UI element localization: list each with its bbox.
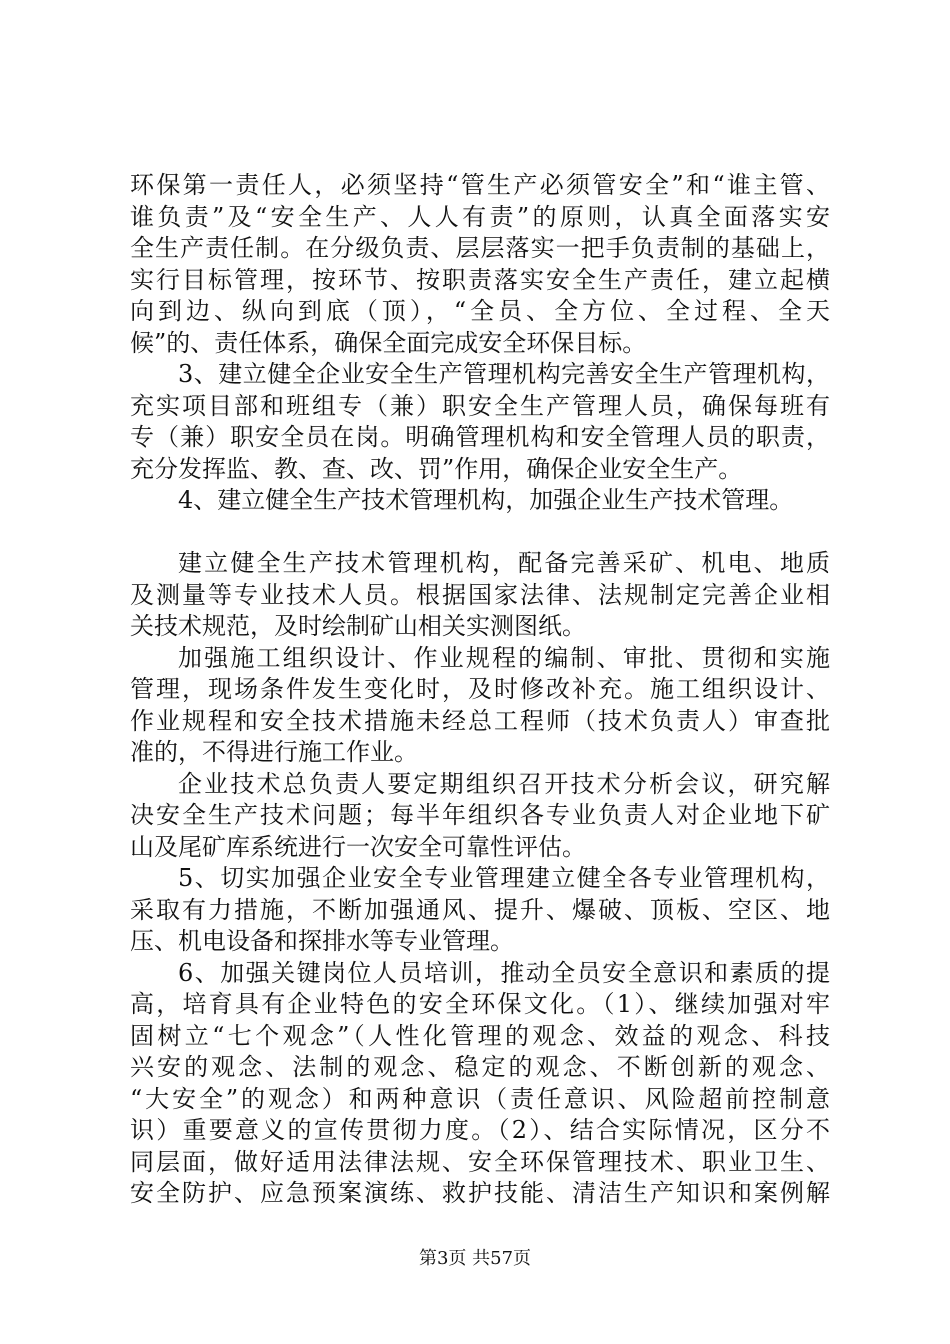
text-line: 企业技术总负责人要定期组织召开技术分析会议，研究解 <box>178 769 830 798</box>
text-line: 3、建立健全企业安全生产管理机构完善安全生产管理机构， <box>178 360 830 388</box>
text-line: 实行目标管理，按环节、按职责落实安全生产责任，建立起横 <box>130 265 830 294</box>
text-line: 4、建立健全生产技术管理机构，加强企业生产技术管理。 <box>178 486 794 514</box>
text-line: 加强施工组织设计、作业规程的编制、审批、贯彻和实施 <box>178 643 830 672</box>
text-line: 采取有力措施，不断加强通风、提升、爆破、顶板、空区、地 <box>130 895 830 924</box>
text-line: 决安全生产技术问题；每半年组织各专业负责人对企业地下矿 <box>130 801 830 829</box>
body-text <box>130 170 830 1210</box>
text-line: 建立健全生产技术管理机构，配备完善采矿、机电、地质 <box>178 549 830 577</box>
text-line: 识）重要意义的宣传贯彻力度。（2）、结合实际情况，区分不 <box>130 1116 830 1144</box>
text-line: 安全防护、应急预案演练、救护技能、清洁生产知识和案例解 <box>130 1179 830 1207</box>
text-line: 高，培育具有企业特色的安全环保文化。（1）、继续加强对牢 <box>130 990 830 1018</box>
text-line: 作业规程和安全技术措施未经总工程师（技术负责人）审查批 <box>130 706 830 735</box>
text-line: 全生产责任制。在分级负责、层层落实一把手负责制的基础上， <box>130 234 830 262</box>
text-line: 专（兼）职安全员在岗。明确管理机构和安全管理人员的职责， <box>130 423 830 451</box>
text-line: 山及尾矿库系统进行一次安全可靠性评估。 <box>130 832 586 861</box>
text-line: 及测量等专业技术人员。根据国家法律、法规制定完善企业相 <box>130 580 830 609</box>
paragraph-gap <box>130 517 830 549</box>
text-line: 固树立“七个观念”（人性化管理的观念、效益的观念、科技 <box>130 1021 830 1050</box>
text-line: 谁负责”及“安全生产、人人有责”的原则，认真全面落实安 <box>130 202 830 231</box>
text-line: 管理，现场条件发生变化时，及时修改补充。施工组织设计、 <box>130 675 830 703</box>
text-line: 候”的、责任体系，确保全面完成安全环保目标。 <box>130 328 647 357</box>
text-line: “大安全”的观念）和两种意识（责任意识、风险超前控制意 <box>130 1084 830 1113</box>
text-line: 压、机电设备和探排水等专业管理。 <box>130 927 514 955</box>
text-line: 充实项目部和班组专（兼）职安全生产管理人员，确保每班有 <box>130 391 830 420</box>
text-line: 充分发挥监、教、查、改、罚”作用，确保企业安全生产。 <box>130 454 743 483</box>
text-line: 环保第一责任人，必须坚持“管生产必须管安全”和“谁主管、 <box>130 171 830 199</box>
text-line: 6、加强关键岗位人员培训，推动全员安全意识和素质的提 <box>178 958 830 987</box>
text-line: 关技术规范，及时绘制矿山相关实测图纸。 <box>130 612 586 640</box>
page-footer: 第3页 共57页 <box>418 1248 532 1269</box>
text-line: 5、切实加强企业安全专业管理建立健全各专业管理机构， <box>178 864 830 892</box>
text-line: 向到边、纵向到底（顶），“全员、全方位、全过程、全天 <box>130 297 830 325</box>
text-line: 同层面，做好适用法律法规、安全环保管理技术、职业卫生、 <box>130 1147 830 1176</box>
text-line: 兴安的观念、法制的观念、稳定的观念、不断创新的观念、 <box>130 1053 830 1081</box>
text-line: 准的，不得进行施工作业。 <box>130 738 418 766</box>
